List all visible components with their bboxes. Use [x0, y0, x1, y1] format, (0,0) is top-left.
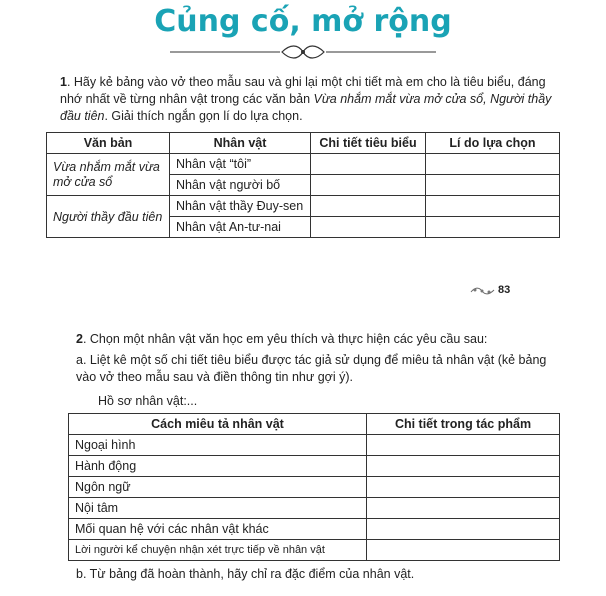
work-cell: Vừa nhắm mắt vừa mở cửa sổ: [47, 154, 170, 196]
method-cell: Lời người kể chuyện nhận xét trực tiếp về nhân vật: [69, 540, 367, 561]
work-cell: Người thầy đầu tiên: [47, 196, 170, 238]
page-number: 83: [498, 284, 511, 296]
question-1: [60, 74, 560, 125]
empty-cell: [367, 498, 560, 519]
question-1-text-end: . Giải thích ngắn gọn lí do lựa chọn.: [104, 109, 303, 123]
empty-cell: [311, 217, 426, 238]
question-2b: b. Từ bảng đã hoàn thành, hãy chỉ ra đặc điểm của nhân vật.: [76, 567, 415, 581]
empty-cell: [367, 456, 560, 477]
question-2-number: 2: [76, 332, 83, 346]
section-title: Củng cố, mở rộng: [154, 4, 452, 39]
empty-cell: [367, 519, 560, 540]
empty-cell: [311, 196, 426, 217]
question-1-works: Vừa nhắm mắt vừa mở cửa sổ, Người thầy đầu tiên: [60, 92, 552, 123]
question-2a: a. Liệt kê một số chi tiết tiêu biểu được tác giả sử dụng để miêu tả nhân vật (kẻ bảng vào vở theo mẫu sau và điền thông tin như gợi ý).: [76, 353, 547, 384]
character-cell: Nhân vật thầy Đuy-sen: [170, 196, 311, 217]
empty-cell: [367, 540, 560, 561]
character-profile-table: [68, 413, 560, 561]
method-cell: Nội tâm: [69, 498, 367, 519]
question-2-text: . Chọn một nhân vật văn học em yêu thích và thực hiện các yêu cầu sau:: [82, 332, 488, 346]
empty-cell: [426, 154, 560, 175]
header-work-details: Chi tiết trong tác phẩm: [367, 414, 560, 435]
character-cell: Nhân vật người bố: [170, 175, 311, 196]
method-cell: Ngoại hình: [69, 435, 367, 456]
method-cell: Mối quan hệ với các nhân vật khác: [69, 519, 367, 540]
question-1-number: 1: [60, 75, 67, 89]
empty-cell: [367, 477, 560, 498]
empty-cell: [426, 217, 560, 238]
header-work: Văn bản: [47, 133, 170, 154]
empty-cell: [426, 175, 560, 196]
flower-ornament-icon: [470, 286, 496, 296]
header-character: Nhân vật: [170, 133, 311, 154]
header-reason: Lí do lựa chọn: [426, 133, 560, 154]
empty-cell: [367, 435, 560, 456]
empty-cell: [426, 196, 560, 217]
character-cell: Nhân vật “tôi”: [170, 154, 311, 175]
empty-cell: [311, 175, 426, 196]
question-2: [76, 331, 566, 348]
decorative-divider-icon: [170, 44, 436, 60]
method-cell: Hành động: [69, 456, 367, 477]
header-detail: Chi tiết tiêu biểu: [311, 133, 426, 154]
profile-label: Hồ sơ nhân vật:...: [98, 394, 198, 408]
empty-cell: [311, 154, 426, 175]
character-cell: Nhân vật An-tư-nai: [170, 217, 311, 238]
character-detail-table: [46, 132, 560, 238]
question-1-text: . Hãy kẻ bảng vào vở theo mẫu sau và ghi lại một chi tiết mà em cho là tiêu biểu, đáng nhớ nhất về từng nhân vật trong các văn bản: [60, 75, 546, 106]
method-cell: Ngôn ngữ: [69, 477, 367, 498]
header-method: Cách miêu tả nhân vật: [69, 414, 367, 435]
